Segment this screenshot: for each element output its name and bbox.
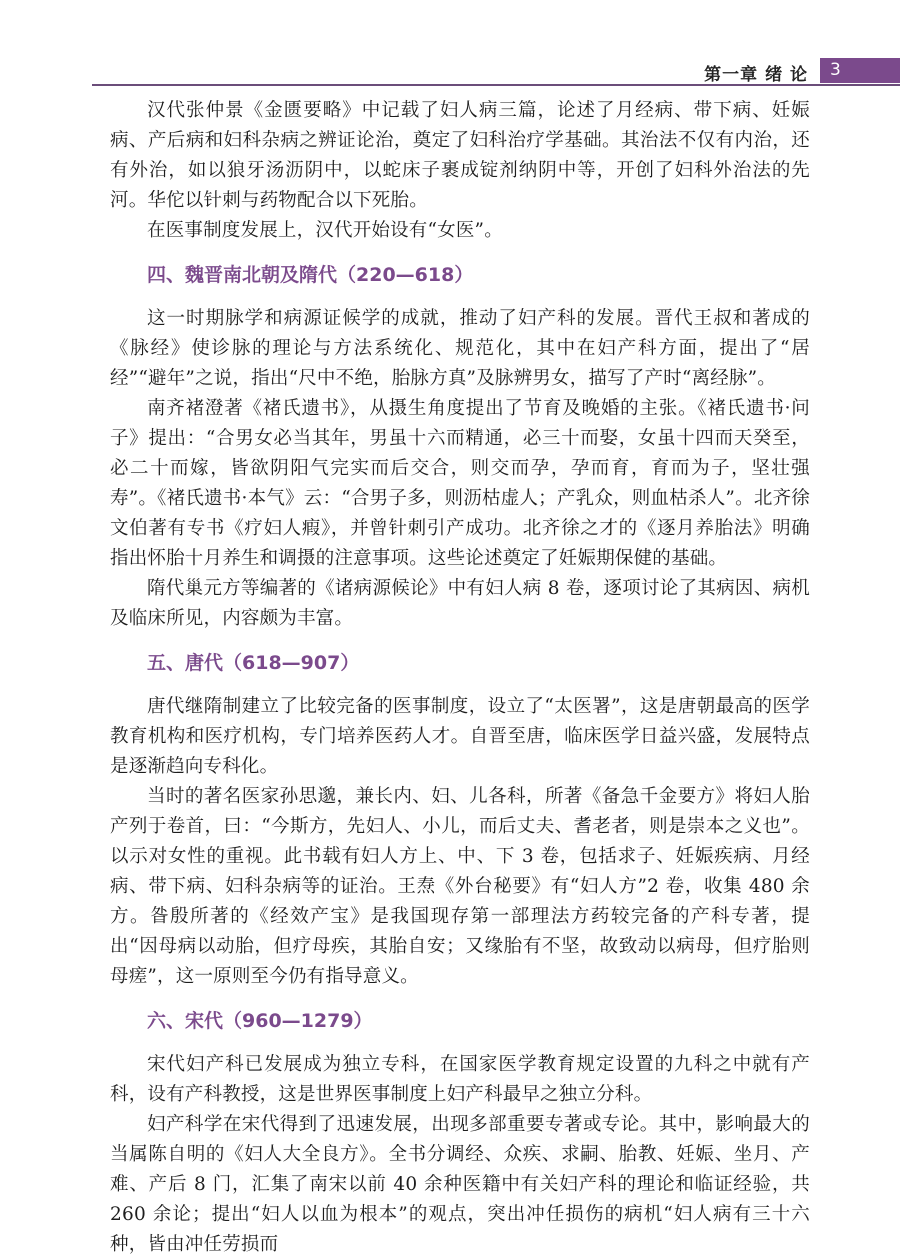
- paragraph: 妇产科学在宋代得到了迅速发展，出现多部重要专著或专论。其中，影响最大的当属陈自明的《妇人大全良方》。全书分调经、众疾、求嗣、胎教、妊娠、坐月、产难、产后 8 门，汇集了南宋以前 40 余种医籍中有关妇产科的理论和临证经验，共 260 余论；提出“妇人以血为根本”的观点，突出冲任损伤的病机“妇人病有三十六种，皆由冲任劳损而: [110, 1114, 810, 1255]
- paragraph: 在医事制度发展上，汉代开始设有“女医”。: [147, 220, 503, 241]
- paragraph: 当时的著名医家孙思邈，兼长内、妇、儿各科，所著《备急千金要方》将妇人胎产列于卷首，曰：“今斯方，先妇人、小儿，而后丈夫、耆老者，则是崇本之义也”。以示对女性的重视。此书载有妇人方上、中、下 3 卷，包括求子、妊娠疾病、月经病、带下病、妇科杂病等的证治。王焘《外台秘要》有“妇人方”2 卷，收集 480 余方。昝殷所著的《经效产宝》是我国现存第一部理法方药较完备的产科专著，提出“因母病以动胎，但疗母疾，其胎自安；又缘胎有不坚，故致动以病母，但疗胎则母瘥”，这一原则至今仍有指导意义。: [110, 786, 810, 987]
- page-number: 3: [820, 58, 900, 83]
- section-heading: 五、唐代（618—907）: [147, 652, 360, 674]
- paragraph: 隋代巢元方等编著的《诸病源候论》中有妇人病 8 卷，逐项讨论了其病因、病机及临床所见，内容颇为丰富。: [110, 578, 810, 629]
- running-header: [0, 52, 900, 88]
- page-body: [110, 96, 810, 1260]
- chapter-title: 第一章 绪 论: [704, 65, 808, 85]
- paragraph: 宋代妇产科已发展成为独立专科，在国家医学教育规定设置的九科之中就有产科，设有产科教授，这是世界医事制度上妇产科最早之独立分科。: [110, 1054, 810, 1105]
- section-heading: 六、宋代（960—1279）: [147, 1010, 373, 1032]
- paragraph: 汉代张仲景《金匮要略》中记载了妇人病三篇，论述了月经病、带下病、妊娠病、产后病和妇科杂病之辨证论治，奠定了妇科治疗学基础。其治法不仅有内治，还有外治，如以狼牙汤沥阴中，以蛇床子裹成锭剂纳阴中等，开创了妇科外治法的先河。华佗以针刺与药物配合以下死胎。: [110, 100, 810, 211]
- paragraph: 这一时期脉学和病源证候学的成就，推动了妇产科的发展。晋代王叔和著成的《脉经》使诊脉的理论与方法系统化、规范化，其中在妇产科方面，提出了“居经”“避年”之说，指出“尺中不绝，胎脉方真”及脉辨男女，描写了产时“离经脉”。: [110, 308, 810, 389]
- section-heading: 四、魏晋南北朝及隋代（220—618）: [147, 264, 474, 286]
- paragraph: 唐代继隋制建立了比较完备的医事制度，设立了“太医署”，这是唐朝最高的医学教育机构和医疗机构，专门培养医药人才。自晋至唐，临床医学日益兴盛，发展特点是逐渐趋向专科化。: [110, 696, 810, 777]
- paragraph: 南齐褚澄著《褚氏遗书》，从摄生角度提出了节育及晚婚的主张。《褚氏遗书·问子》提出：“合男女必当其年，男虽十六而精通，必三十而娶，女虽十四而天癸至，必二十而嫁，皆欲阴阳气完实而后交合，则交而孕，孕而育，育而为子，坚壮强寿”。《褚氏遗书·本气》云：“合男子多，则沥枯虚人；产乳众，则血枯杀人”。北齐徐文伯著有专书《疗妇人瘕》，并曾针刺引产成功。北齐徐之才的《逐月养胎法》明确指出怀胎十月养生和调摄的注意事项。这些论述奠定了妊娠期保健的基础。: [110, 398, 810, 569]
